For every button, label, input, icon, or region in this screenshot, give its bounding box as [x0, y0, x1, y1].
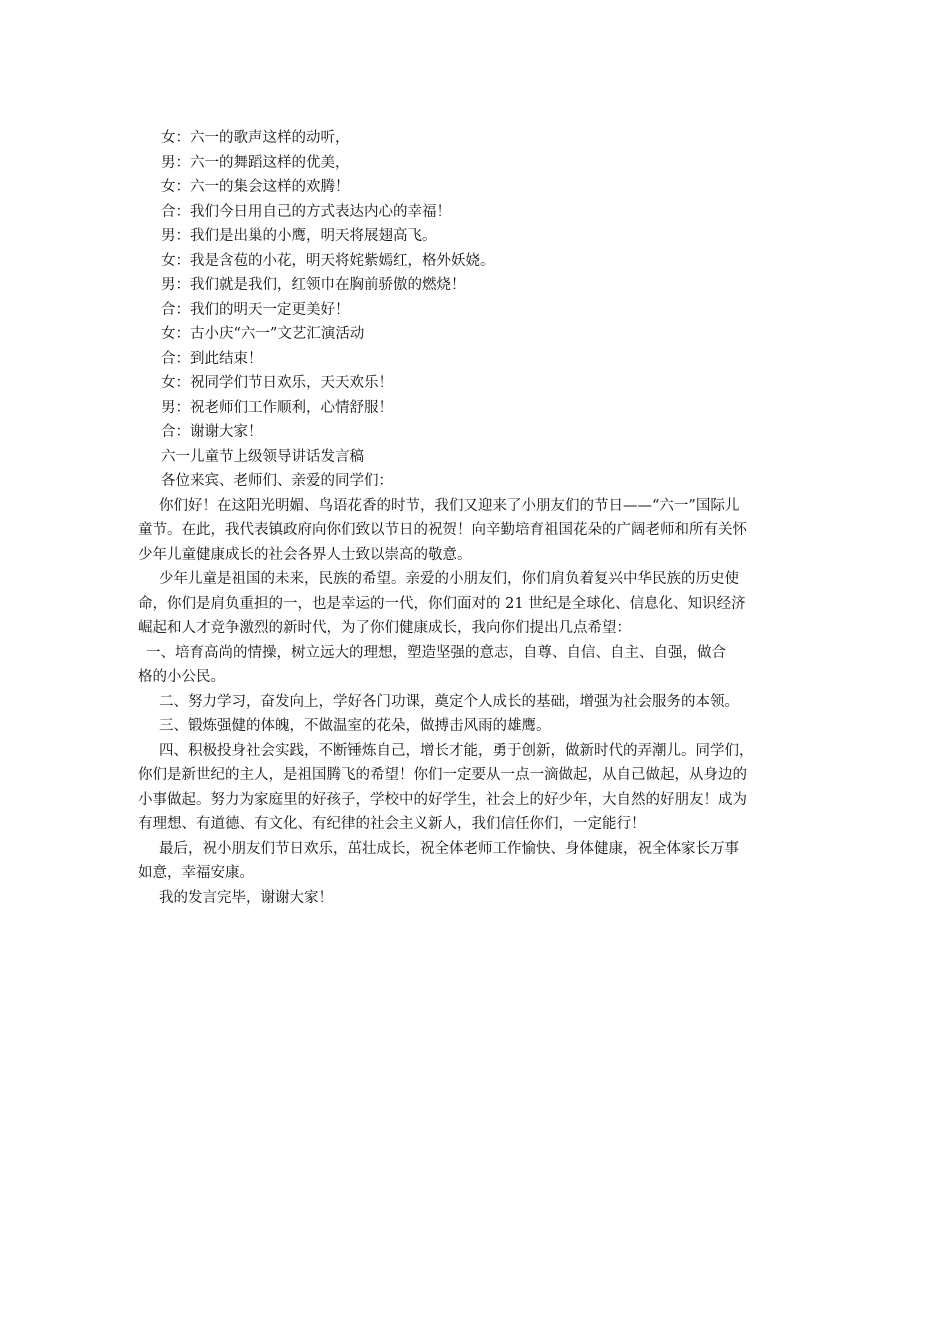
document-body — [138, 126, 810, 910]
text-line: 合：我们的明天一定更美好！ — [161, 301, 350, 318]
text-line: 男：六一的舞蹈这样的优美， — [161, 154, 350, 171]
text-line: 少年儿童是祖国的未来，民族的希望。亲爱的小朋友们，你们肩负着复兴中华民族的历史使 — [159, 571, 739, 587]
text-line: 男：我们是出巢的小鹰，明天将展翅高飞。 — [161, 228, 437, 244]
text-line: 女：我是含苞的小花，明天将姹紫嫣红，格外妖娆。 — [161, 252, 495, 269]
text-line: 如意，幸福安康。 — [138, 865, 254, 881]
text-line: 男：祝老师们工作顺利，心情舒服！ — [161, 399, 393, 416]
text-line: 我的发言完毕，谢谢大家！ — [159, 889, 333, 906]
text-line: 最后，祝小朋友们节日欢乐，茁壮成长，祝全体老师工作愉快、身体健康，祝全体家长万事 — [159, 840, 739, 857]
text-line: 女：古小庆“六一”文艺汇演活动 — [161, 326, 365, 342]
text-line: 女：六一的集会这样的欢腾！ — [161, 179, 350, 195]
text-line: 三、锻炼强健的体魄，不做温室的花朵，做搏击风雨的雄鹰。 — [159, 718, 551, 734]
text-line: 六一儿童节上级领导讲话发言稿 — [161, 448, 364, 465]
text-line: 小事做起。努力为家庭里的好孩子，学校中的好学生，社会上的好少年，大自然的好朋友！成为 — [138, 791, 747, 808]
text-line: 少年儿童健康成长的社会各界人士致以崇高的敬意。 — [138, 546, 472, 563]
text-line: 合：我们今日用自己的方式表达内心的幸福！ — [161, 203, 451, 220]
text-line: 二、努力学习，奋发向上，学好各门功课，奠定个人成长的基础，增强为社会服务的本领。 — [159, 693, 739, 710]
text-line: 格的小公民。 — [138, 669, 225, 685]
text-line: 童节。在此，我代表镇政府向你们致以节日的祝贺！向辛勤培育祖国花朵的广阔老师和所有关怀 — [138, 522, 747, 538]
text-line: 命，你们是肩负重担的一，也是幸运的一代，你们面对的 21 世纪是全球化、信息化、知识经济 — [138, 595, 746, 612]
text-line: 有理想、有道德、有文化、有纪律的社会主义新人，我们信任你们，一定能行！ — [138, 816, 646, 832]
text-line: 各位来宾、老师们、亲爱的同学们： — [161, 473, 393, 489]
text-line: 男：我们就是我们，红领巾在胸前骄傲的燃烧！ — [161, 277, 466, 293]
text-line: 你们好！在这阳光明媚、鸟语花香的时节，我们又迎来了小朋友们的节日——“六一”国际儿 — [159, 497, 740, 514]
text-line: 崛起和人才竞争激烈的新时代，为了你们健康成长，我向你们提出几点希望： — [138, 620, 631, 636]
text-line: 四、积极投身社会实践，不断锤炼自己，增长才能，勇于创新，做新时代的弄潮儿。同学们， — [159, 742, 754, 759]
text-line: 女：六一的歌声这样的动听， — [161, 130, 350, 146]
text-line: 一、培育高尚的情操，树立远大的理想，塑造坚强的意志，自尊、自信、自主、自强，做合 — [146, 644, 726, 661]
text-line: 合：到此结束！ — [161, 350, 263, 367]
text-line: 你们是新世纪的主人，是祖国腾飞的希望！你们一定要从一点一滴做起，从自己做起，从身边的 — [138, 767, 747, 783]
text-line: 合：谢谢大家！ — [161, 424, 263, 440]
text-line: 女：祝同学们节日欢乐，天天欢乐！ — [161, 375, 393, 391]
